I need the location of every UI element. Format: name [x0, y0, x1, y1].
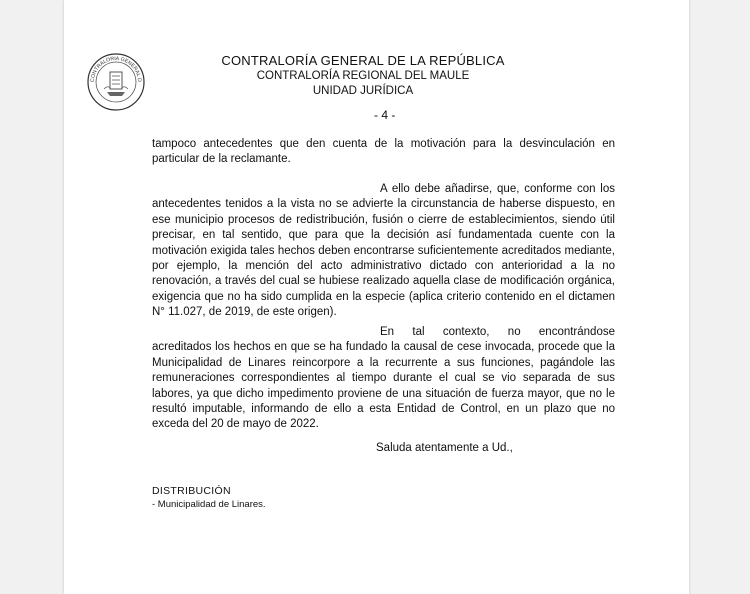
- org-name: CONTRALORÍA GENERAL DE LA REPÚBLICA: [221, 53, 505, 68]
- unit-name: UNIDAD JURÍDICA: [312, 85, 414, 97]
- distribution-item: - Municipalidad de Linares.: [152, 499, 266, 510]
- paragraph-2: A ello debe añadirse, que, conforme con los antecedentes tenidos a la vista no se advierte la circunstancia de haberse dispuesto, en ese municipio procesos de redistribución, fusión o cierre de establecimientos, siendo útil precisar, en tal sentido, que para que la decisión así fundamentada cuente con la motivación exigida tales hechos deben encontrarse suficientemente acreditados mediante, por ejemplo, la mención del acto administrativo dictado con anterioridad a la no renovación, a través del cual se hubiese realizado aquella clase de modificación orgánica, exigencia que no ha sido cumplida en la especie (aplica criterio contenido en el dictamen N° 11.027, de 2019, de este origen).: [152, 183, 615, 319]
- letterhead: [180, 53, 546, 99]
- distribution-title: DISTRIBUCIÓN: [152, 485, 231, 497]
- svg-text:CONTRALORIA GENERAL DE LA REPU: CONTRALORIA GENERAL D: [89, 55, 143, 83]
- seal-logo-icon: [86, 52, 146, 112]
- page-number: - 4 -: [374, 108, 396, 122]
- paragraph-3: En tal contexto, no encontrándose acreditados los hechos en que se ha fundado la causal de cese invocada, procede que la Municipalidad de Linares reincorpore a la recurrente a sus funciones, pagándole las remuneraciones correspondientes al tiempo durante el cual se vio separada de sus labores, ya que dicho impedimento proviene de una situación de fuerza mayor, que no le resultó imputable, informando de ello a esta Entidad de Control, en un plazo que no exceda del 20 de mayo de 2022.: [152, 326, 615, 431]
- paragraph-1: tampoco antecedentes que den cuenta de la motivación para la desvinculación en particular de la reclamante.: [152, 138, 615, 166]
- regional-office: CONTRALORÍA REGIONAL DEL MAULE: [256, 70, 470, 82]
- closing-salutation: Saluda atentamente a Ud.,: [376, 442, 513, 454]
